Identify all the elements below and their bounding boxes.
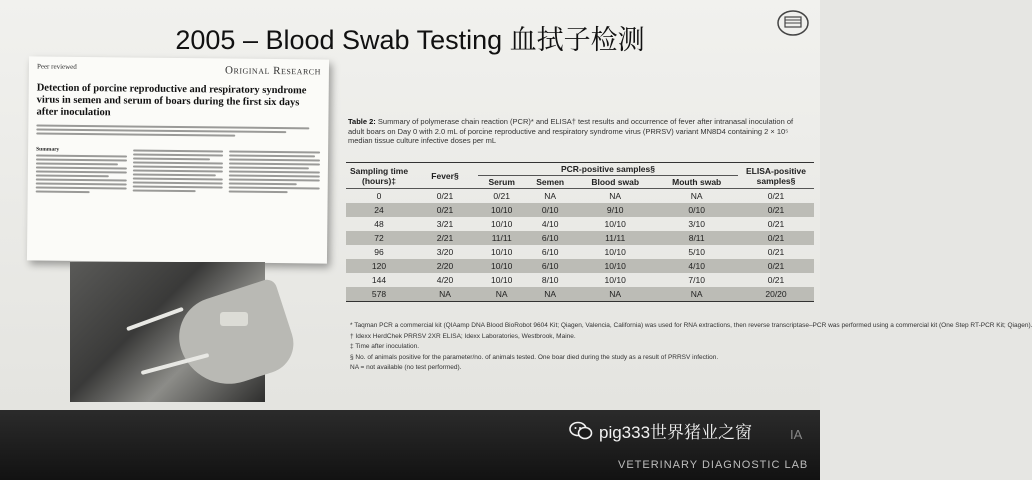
watermark	[569, 418, 752, 443]
table-footnotes	[350, 321, 1032, 374]
col-header-fever: Fever§	[412, 163, 478, 189]
table-row	[346, 287, 814, 302]
table-cell-semen: 6/10	[541, 247, 559, 257]
glove-hand	[169, 277, 301, 397]
table-cell-mouth: 3/10	[688, 219, 705, 229]
article-column	[132, 148, 223, 197]
col-header-sampling: Sampling time (hours)‡	[346, 163, 412, 189]
table-caption-text: Summary of polymerase chain reaction (PCR)* and ELISA† test results and occurrence of fever after intranasal inoculation of adult boars on Day 0 with 2.0 mL of porcine reproductive and respiratory syndrome virus (PRRSV) variant MN8D4 containing 2 × 10⁵ median tissue culture infective doses per mL	[348, 117, 794, 145]
table-cell-fever: 2/21	[412, 231, 478, 245]
watermark-text: pig333世界猪业之窗	[599, 423, 753, 442]
table-cell-mouth: NA	[655, 287, 738, 302]
table-row	[346, 273, 814, 287]
table-row	[346, 189, 814, 204]
col-header-elisa: ELISA-positive samples§	[738, 163, 814, 189]
table-cell-time: 0	[376, 191, 382, 201]
table-cell-semen: 6/10	[525, 259, 575, 273]
table-cell-blood: 10/10	[604, 247, 626, 257]
table-row	[346, 259, 814, 273]
table-cell-serum: 10/10	[478, 259, 525, 273]
col-header-pcr-group: PCR-positive samples§	[478, 163, 738, 176]
table-cell-semen: NA	[525, 287, 575, 302]
table-cell-semen: 0/10	[525, 203, 575, 217]
table-cell-blood: 10/10	[575, 259, 655, 273]
university-seal-icon	[776, 8, 810, 38]
table-cell-serum: 10/10	[491, 247, 513, 257]
table-cell-blood: 9/10	[575, 203, 655, 217]
table-caption	[348, 117, 810, 146]
col-header-blood-swab: Blood swab	[575, 176, 655, 189]
table-cell-serum: 0/21	[493, 191, 510, 201]
table-cell-fever: 4/20	[436, 275, 454, 285]
table-cell-mouth: 4/10	[655, 259, 738, 273]
table-cell-mouth: NA	[690, 191, 703, 201]
table-row	[346, 203, 814, 217]
swab	[126, 307, 184, 331]
footnote: ‡ Time after inoculation.	[350, 343, 420, 350]
journal-article-page	[27, 56, 329, 263]
article-authors-block	[36, 125, 320, 146]
table-cell-elisa: 0/21	[767, 247, 785, 257]
table-cell-time: 48	[374, 219, 384, 229]
results-table	[346, 162, 814, 302]
table-cell-time: 24	[346, 203, 412, 217]
table-cell-serum: 11/11	[478, 231, 525, 245]
table-cell-blood: NA	[575, 287, 655, 302]
footnote: † Idexx HerdChek PRRSV 2XR ELISA; Idexx Laboratories, Westbrook, Maine.	[350, 332, 576, 340]
table-cell-serum: 10/10	[478, 203, 525, 217]
table-cell-mouth: 8/11	[655, 231, 738, 245]
blood-swab-photo	[70, 262, 265, 402]
table-cell-fever: 2/20	[412, 259, 478, 273]
table-cell-elisa: 0/21	[767, 191, 785, 201]
summary-heading: Summary	[36, 146, 60, 153]
table-cell-elisa: 20/20	[738, 287, 814, 302]
col-header-serum: Serum	[478, 176, 525, 189]
table-cell-fever: 3/21	[436, 219, 454, 229]
table-cell-serum: NA	[478, 287, 525, 302]
table-cell-elisa: 0/21	[738, 231, 814, 245]
table-cell-blood: NA	[609, 191, 622, 201]
table-cell-time: 72	[346, 231, 412, 245]
table-cell-fever: 3/20	[436, 247, 454, 257]
table-cell-blood: 10/10	[604, 275, 626, 285]
table-cell-semen: 6/10	[525, 231, 575, 245]
table-row	[346, 231, 814, 245]
table-cell-elisa: 0/21	[767, 275, 785, 285]
table-cell-time: 144	[371, 275, 387, 285]
table-cell-time: 578	[346, 287, 412, 302]
footer-corner-text: IA	[790, 427, 803, 442]
table-cell-mouth: 5/10	[688, 247, 705, 257]
table-cell-mouth: 0/10	[655, 203, 738, 217]
table-cell-elisa: 0/21	[738, 259, 814, 273]
table-cell-elisa: 0/21	[767, 219, 785, 229]
table-cell-fever: 0/21	[412, 203, 478, 217]
table-cell-serum: 10/10	[491, 275, 513, 285]
table-cell-fever: NA	[412, 287, 478, 302]
table-cell-time: 120	[346, 259, 412, 273]
table-cell-blood: 11/11	[575, 231, 655, 245]
article-title: Detection of porcine reproductive and respiratory syndrome virus in semen and serum of boars during the first six days after inoculation	[36, 82, 307, 119]
table-cell-elisa: 0/21	[738, 203, 814, 217]
footnote: * Taqman PCR a commercial kit (QIAamp DNA Blood BioRobot 9604 Kit; Qiagen, Valencia, California) was used for RNA extractions, then reverse transcriptase–PCR was performed using a commercial kit (One Step RT-PCR Kit; Qiagen).	[350, 322, 1032, 329]
wechat-icon	[569, 420, 593, 442]
table-cell-semen: 8/10	[541, 275, 559, 285]
col-header-semen: Semen	[525, 176, 575, 189]
table-cell-time: 96	[374, 247, 384, 257]
article-column	[229, 149, 320, 198]
table-caption-label: Table 2:	[348, 117, 376, 126]
article-column	[36, 147, 127, 196]
table-row	[346, 217, 814, 231]
table-row	[346, 245, 814, 259]
slide-title: 2005 – Blood Swab Testing 血拭子检测	[175, 25, 645, 55]
section-label: Original Research	[225, 64, 321, 78]
table-cell-mouth: 7/10	[688, 275, 705, 285]
footnote: § No. of animals positive for the parameter/no. of animals tested. One boar died during the study as a result of PRRSV infection.	[350, 353, 719, 361]
table-cell-serum: 10/10	[491, 219, 513, 229]
table-cell-semen: NA	[544, 191, 557, 201]
col-header-mouth-swab: Mouth swab	[655, 176, 738, 189]
table-cell-semen: 4/10	[541, 219, 559, 229]
footnote: NA = not available (no test performed).	[350, 364, 462, 371]
sample-tube	[220, 312, 248, 326]
table-cell-fever: 0/21	[436, 191, 454, 201]
article-body-columns	[36, 147, 320, 198]
table-cell-blood: 10/10	[604, 219, 626, 229]
lab-name: VETERINARY DIAGNOSTIC LAB	[618, 459, 809, 471]
journal-label: Peer reviewed	[36, 62, 77, 71]
